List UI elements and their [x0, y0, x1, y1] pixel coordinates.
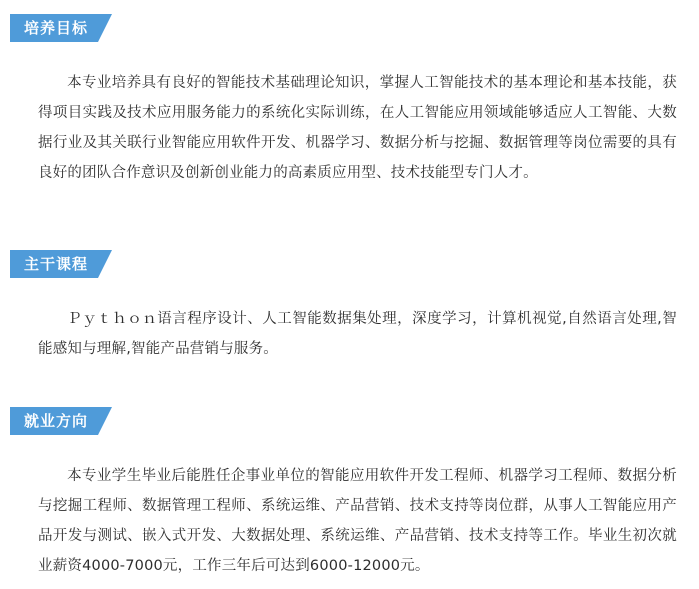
section-heading-training-goal: 培养目标 — [10, 14, 98, 42]
paragraph-text: 本专业学生毕业后能胜任企事业单位的智能应用软件开发工程师、机器学习工程师、数据分析与挖掘工程师、数据管理工程师、系统运维、产品营销、技术支持等岗位群，从事人工智能应用产品开发与测试、嵌入式开发、大数据处理、系统运维、产品营销、技术支持等工作。毕业生初次就业薪资4000-7000元，工作三年后可达到6000-12000元。 — [38, 468, 677, 574]
section-body-training-goal — [0, 68, 699, 188]
section-core-courses — [0, 250, 699, 364]
section-heading-employment-direction: 就业方向 — [10, 407, 98, 435]
section-body-core-courses — [0, 304, 699, 364]
section-training-goal — [0, 14, 699, 188]
section-employment-direction — [0, 407, 699, 581]
paragraph-text: 本专业培养具有良好的智能技术基础理论知识，掌握人工智能技术的基本理论和基本技能，获得项目实践及技术应用服务能力的系统化实际训练，在人工智能应用领域能够适应人工智能、大数据行业及其关联行业智能应用软件开发、机器学习、数据分析与挖掘、数据管理等岗位需要的具有良好的团队合作意识及创新创业能力的高素质应用型、技术技能型专门人才。 — [38, 75, 677, 181]
section-heading-core-courses: 主干课程 — [10, 250, 98, 278]
section-body-employment-direction — [0, 461, 699, 581]
paragraph-text: Ｐｙｔｈｏｎ语言程序设计、人工智能数据集处理，深度学习，计算机视觉,自然语言处理,智能感知与理解,智能产品营销与服务。 — [38, 311, 677, 357]
